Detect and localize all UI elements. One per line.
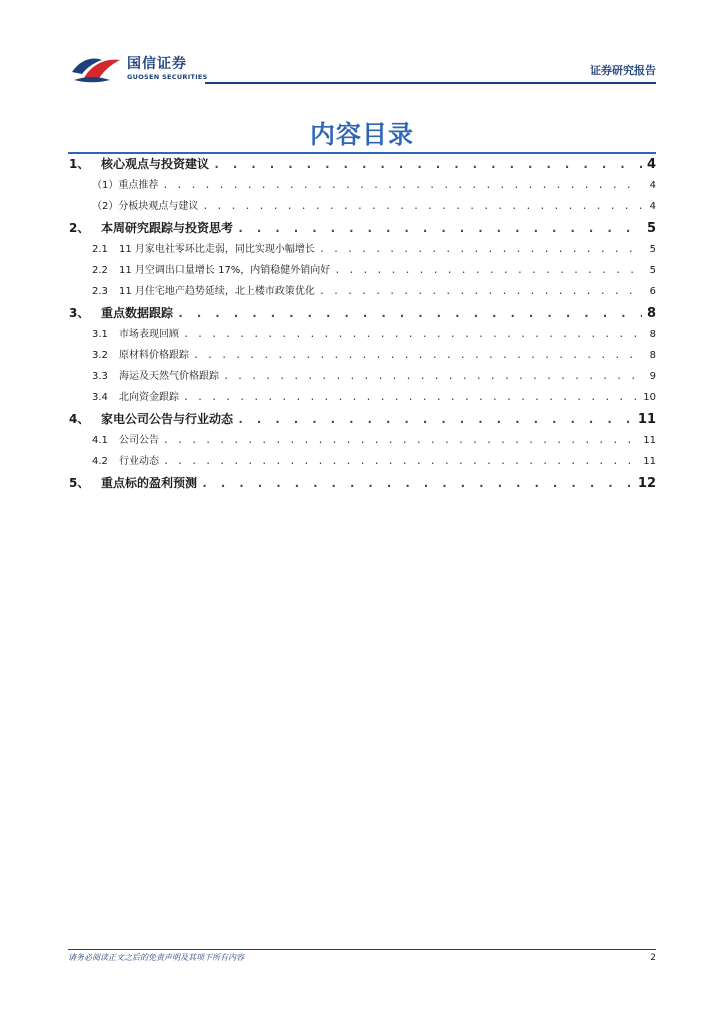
toc-leader-dots	[319, 281, 642, 302]
toc-entry-page: 6	[649, 286, 656, 297]
logo-name-en: GUOSEN SECURITIES	[127, 73, 208, 81]
toc-entry-4-2[interactable]	[68, 451, 656, 472]
table-of-contents	[68, 153, 656, 494]
toc-entry-3-3[interactable]	[68, 366, 656, 387]
toc-entry-page: 8	[649, 329, 656, 340]
toc-leader-dots	[237, 217, 642, 239]
toc-entry-number: 3.3	[92, 371, 108, 382]
toc-entry-title: 重点标的盈利预测	[101, 476, 198, 490]
toc-entry-page: 5	[649, 265, 656, 276]
footer-divider	[68, 949, 656, 950]
toc-title: 内容目录	[309, 120, 414, 149]
toc-entry-4[interactable]	[68, 408, 656, 430]
toc-entry-title: 11 月住宅地产趋势延续，北上楼市政策优化	[119, 286, 315, 297]
toc-entry-page: 9	[649, 371, 656, 382]
toc-entry-title: 11 月空调出口量增长 17%，内销稳健外销向好	[119, 265, 331, 276]
toc-entry-5[interactable]	[68, 472, 656, 494]
toc-entry-3-4[interactable]	[68, 387, 656, 408]
toc-entry-number: 2.2	[92, 265, 108, 276]
toc-entry-number: 3.1	[92, 329, 108, 340]
toc-entry-title: （2）分板块观点与建议	[92, 201, 199, 212]
toc-entry-1-2[interactable]	[68, 196, 656, 217]
toc-entry-page: 5	[646, 221, 656, 236]
toc-entry-page: 11	[643, 456, 656, 467]
toc-entry-number: 2.1	[92, 244, 108, 255]
toc-entry-title: 原材料价格跟踪	[119, 350, 189, 361]
toc-entry-4-1[interactable]	[68, 430, 656, 451]
disclaimer-note: 请务必阅读正文之后的免责声明及其项下所有内容	[68, 953, 244, 962]
toc-entry-2-3[interactable]	[68, 281, 656, 302]
toc-entry-number: 3.2	[92, 350, 108, 361]
toc-entry-number: 4.2	[92, 456, 108, 467]
toc-entry-title: （1）重点推荐	[92, 180, 159, 191]
toc-entry-number: 5、	[69, 476, 90, 490]
header-divider	[205, 82, 656, 84]
toc-entry-page: 4	[646, 157, 656, 172]
toc-leader-dots	[163, 451, 639, 472]
toc-leader-dots	[319, 239, 642, 260]
toc-entry-title: 北向资金跟踪	[119, 392, 179, 403]
toc-entry-number: 2.3	[92, 286, 108, 297]
toc-entry-2-1[interactable]	[68, 239, 656, 260]
report-type-label: 证券研究报告	[590, 64, 656, 77]
toc-leader-dots	[183, 387, 639, 408]
toc-leader-dots	[237, 408, 634, 430]
toc-entry-page: 11	[643, 435, 656, 446]
toc-entry-number: 4、	[69, 412, 90, 426]
toc-leader-dots	[334, 260, 642, 281]
toc-leader-dots	[183, 324, 642, 345]
toc-leader-dots	[162, 175, 642, 196]
toc-entry-3[interactable]	[68, 302, 656, 324]
guosen-logo-icon	[70, 50, 122, 84]
toc-entry-2[interactable]	[68, 217, 656, 239]
toc-entry-page: 8	[649, 350, 656, 361]
toc-entry-title: 家电公司公告与行业动态	[101, 412, 234, 426]
toc-entry-page: 4	[649, 180, 656, 191]
toc-leader-dots	[163, 430, 639, 451]
toc-leader-dots	[202, 196, 642, 217]
logo-name-cn: 国信证券	[127, 56, 187, 72]
page-number: 2	[650, 953, 656, 963]
toc-entry-number: 1、	[69, 157, 90, 171]
toc-entry-page: 4	[649, 201, 656, 212]
toc-entry-page: 12	[637, 476, 656, 491]
toc-entry-3-2[interactable]	[68, 345, 656, 366]
toc-entry-title: 市场表现回顾	[119, 329, 179, 340]
page-header	[0, 0, 724, 90]
toc-entry-3-1[interactable]	[68, 324, 656, 345]
toc-leader-dots	[201, 472, 634, 494]
toc-entry-title: 本周研究跟踪与投资思考	[101, 221, 234, 235]
toc-entry-number: 3、	[69, 306, 90, 320]
toc-entry-title: 公司公告	[119, 435, 159, 446]
toc-entry-number: 2、	[69, 221, 90, 235]
toc-leader-dots	[223, 366, 642, 387]
toc-entry-1[interactable]	[68, 153, 656, 175]
toc-entry-title: 海运及天然气价格跟踪	[119, 371, 219, 382]
toc-entry-title: 行业动态	[119, 456, 159, 467]
toc-entry-1-1[interactable]	[68, 175, 656, 196]
toc-entry-2-2[interactable]	[68, 260, 656, 281]
toc-entry-page: 11	[637, 412, 656, 427]
toc-leader-dots	[177, 302, 642, 324]
toc-leader-dots	[193, 345, 642, 366]
toc-entry-page: 10	[643, 392, 656, 403]
toc-entry-page: 5	[649, 244, 656, 255]
toc-entry-title: 核心观点与投资建议	[101, 157, 210, 171]
toc-entry-number: 3.4	[92, 392, 108, 403]
toc-entry-page: 8	[646, 306, 656, 321]
toc-leader-dots	[213, 153, 642, 175]
toc-entry-title: 11 月家电社零环比走弱，同比实现小幅增长	[119, 244, 315, 255]
toc-entry-title: 重点数据跟踪	[101, 306, 174, 320]
toc-entry-number: 4.1	[92, 435, 108, 446]
